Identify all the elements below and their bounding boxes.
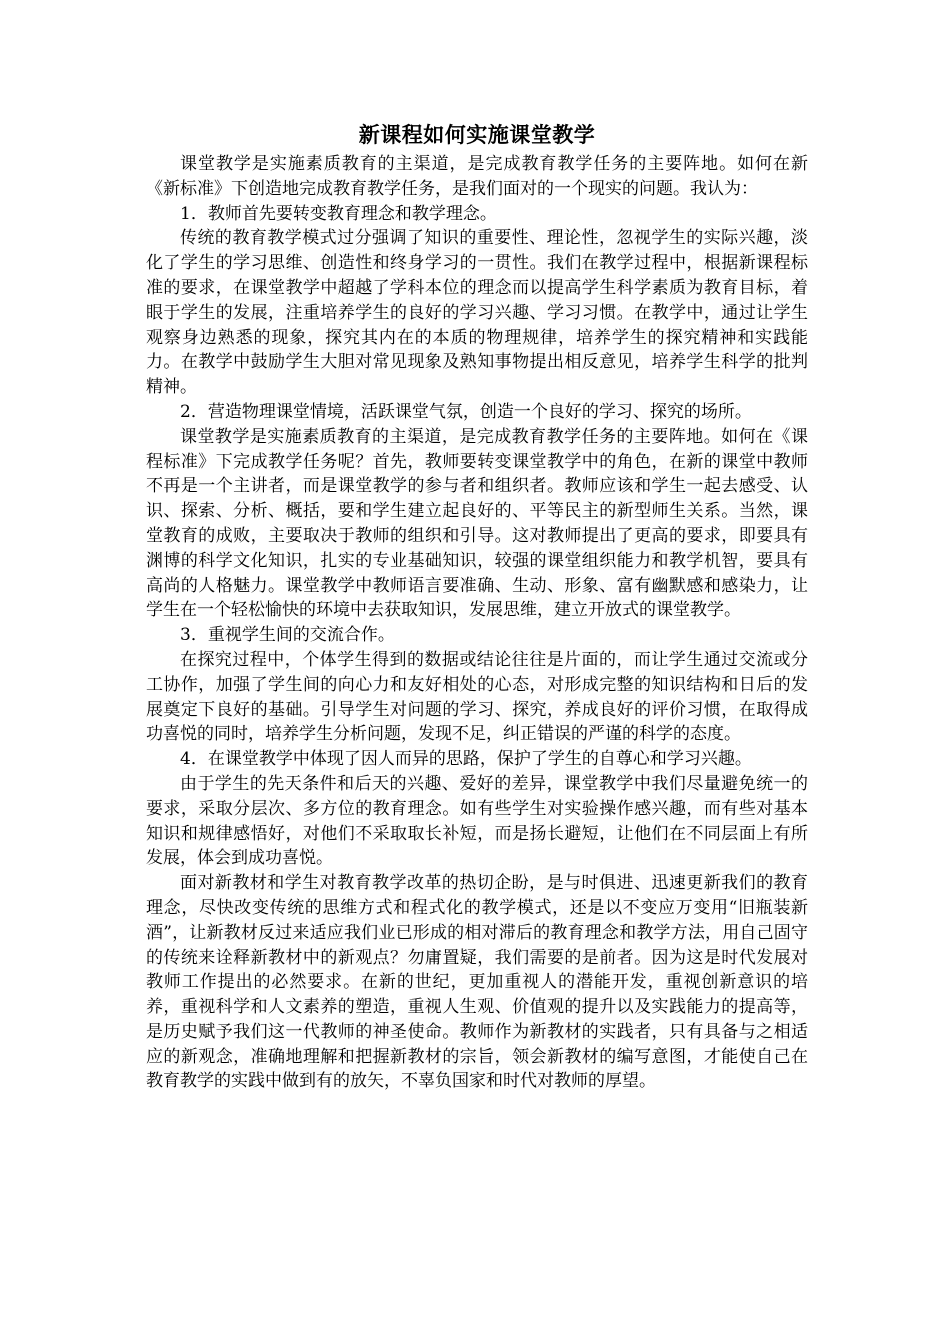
paragraph-point-4: 由于学生的先天条件和后天的兴趣、爱好的差异，课堂教学中我们尽量避免统一的要求，采取分层次、多方位的教育理念。如有些学生对实验操作感兴趣，而有些对基本知识和规律感悟好，对他们不采取取长补短，而是扬长避短，让他们在不同层面上有所发展，体会到成功喜悦。 xyxy=(146,773,808,869)
heading-point-2: 2．营造物理课堂情境，活跃课堂气氛，创造一个良好的学习、探究的场所。 xyxy=(180,401,752,422)
paragraph-point-3: 在探究过程中，个体学生得到的数据或结论往往是片面的，而让学生通过交流或分工协作，加强了学生间的向心力和友好相处的心态，对形成完整的知识结构和日后的发展奠定下良好的基础。引导学生对问题的学习、探究，养成良好的评价习惯，在取得成功喜悦的同时，培养学生分析问题，发现不足，纠正错误的严谨的科学的态度。 xyxy=(146,649,808,745)
paragraph-point-1: 传统的教育教学模式过分强调了知识的重要性、理论性，忽视学生的实际兴趣，淡化了学生的学习思维、创造性和终身学习的一贯性。我们在教学过程中，根据新课程标准的要求，在课堂教学中超越了学科本位的理念而以提高学生科学素质为教育目标，着眼于学生的发展，注重培养学生的良好的学习兴趣、学习习惯。在教学中，通过让学生观察身边熟悉的现象，探究其内在的本质的物理规律，培养学生的探究精神和实践能力。在教学中鼓励学生大胆对常见现象及熟知事物提出相反意见，培养学生科学的批判精神。 xyxy=(146,228,808,398)
document-title: 新课程如何实施课堂教学 xyxy=(358,122,596,147)
document-page xyxy=(146,118,808,1094)
paragraph-point-2: 课堂教学是实施素质教育的主渠道，是完成教育教学任务的主要阵地。如何在《课程标准》下完成教学任务呢？首先，教师要转变课堂教学中的角色，在新的课堂中教师不再是一个主讲者，而是课堂教学的参与者和组织者。教师应该和学生一起去感受、认识、探索、分析、概括，要和学生建立起良好的、平等民主的新型师生关系。当然，课堂教育的成败，主要取决于教师的组织和引导。这对教师提出了更高的要求，即要具有渊博的科学文化知识，扎实的专业基础知识，较强的课堂组织能力和教学机智，要具有高尚的人格魅力。课堂教学中教师语言要准确、生动、形象、富有幽默感和感染力，让学生在一个轻松愉快的环境中去获取知识，发展思维，建立开放式的课堂教学。 xyxy=(146,426,808,621)
paragraph-conclusion: 面对新教材和学生对教育教学改革的热切企盼，是与时俱进、迅速更新我们的教育理念，尽快改变传统的思维方式和程式化的教学模式，还是以不变应万变用“旧瓶装新酒”，让新教材反过来适应我们业已形成的相对滞后的教育理念和教学方法，用自己固守的传统来诠释新教材中的新观点？勿庸置疑，我们需要的是前者。因为这是时代发展对教师工作提出的必然要求。在新的世纪，更加重视人的潜能开发，重视创新意识的培养，重视科学和人文素养的塑造，重视人生观、价值观的提升以及实践能力的提高等，是历史赋予我们这一代教师的神圣使命。教师作为新教材的实践者，只有具备与之相适应的新观念，准确地理解和把握新教材的宗旨，领会新教材的编写意图，才能使自己在教育教学的实践中做到有的放矢，不辜负国家和时代对教师的厚望。 xyxy=(146,873,808,1092)
paragraph-intro: 课堂教学是实施素质教育的主渠道，是完成教育教学任务的主要阵地。如何在新《新标准》下创造地完成教育教学任务，是我们面对的一个现实的问题。我认为： xyxy=(146,154,808,199)
heading-point-1: 1．教师首先要转变教育理念和教学理念。 xyxy=(180,203,497,224)
heading-point-3: 3．重视学生间的交流合作。 xyxy=(180,625,395,646)
heading-point-4: 4．在课堂教学中体现了因人而异的思路，保护了学生的自尊心和学习兴趣。 xyxy=(180,749,752,770)
